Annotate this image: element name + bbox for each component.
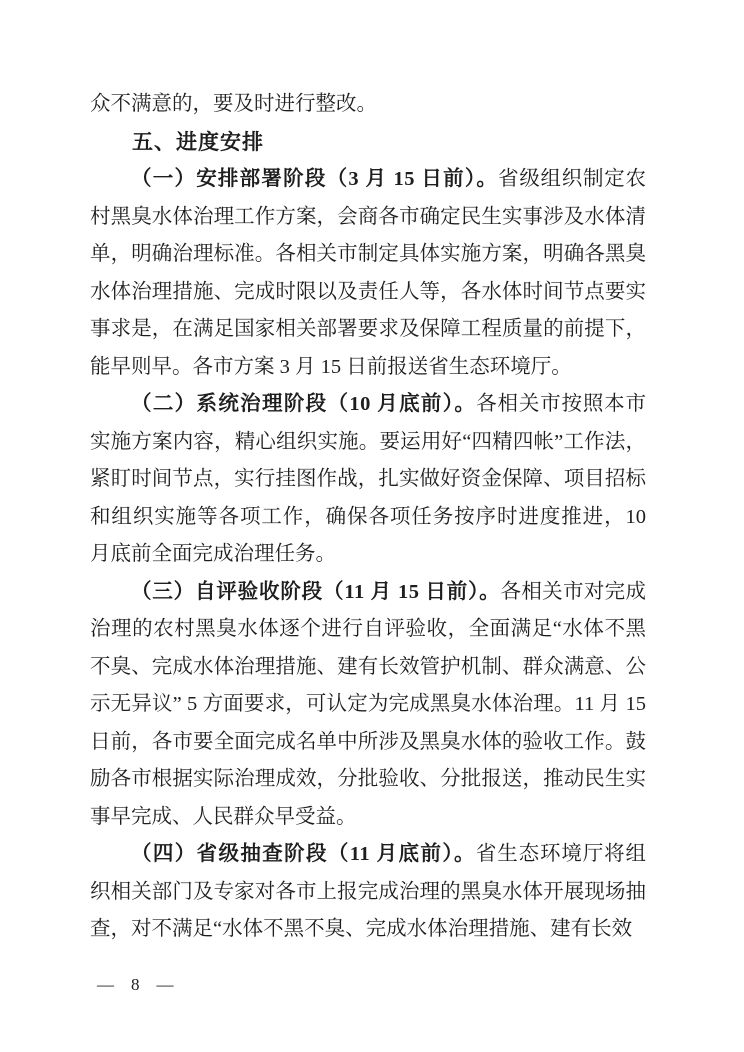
paragraph-stage-2-body: 各相关市按照本市实施方案内容，精心组织实施。要运用好“四精四帐”工作法，紧盯时间节点，实行挂图作战，扎实做好资金保障、项目招标和组织实施等各项工作，确保各项任务按序时进度推进，10 月底前全面完成治理任务。 bbox=[90, 393, 647, 565]
footer-right-dash: — bbox=[156, 975, 174, 994]
paragraph-stage-4 bbox=[90, 836, 646, 949]
paragraph-stage-2 bbox=[90, 386, 646, 574]
paragraph-stage-4-lead: （四）省级抽查阶段（11 月底前）。 bbox=[131, 843, 476, 865]
paragraph-stage-3 bbox=[90, 574, 646, 837]
paragraph-stage-3-lead: （三）自评验收阶段（11 月 15 日前）。 bbox=[131, 580, 501, 603]
page-number: 8 bbox=[131, 975, 140, 994]
page-footer bbox=[97, 972, 174, 998]
paragraph-stage-2-lead: （二）系统治理阶段（10 月底前）。 bbox=[131, 393, 477, 415]
document-body bbox=[90, 86, 646, 949]
footer-left-dash: — bbox=[97, 975, 114, 994]
paragraph-continuation: 众不满意的，要及时进行整改。 bbox=[90, 93, 377, 115]
paragraph-stage-1 bbox=[90, 161, 646, 386]
paragraph-stage-4-body: 省生态环境厅将组织相关部门及专家对各市上报完成治理的黑臭水体开展现场抽查，对不满足“水体不黑不臭、完成水体治理措施、建有长效 bbox=[90, 843, 647, 940]
paragraph-stage-1-body: 省级组织制定农村黑臭水体治理工作方案，会商各市确定民生实事涉及水体清单，明确治理标准。各相关市制定具体实施方案，明确各黑臭水体治理措施、完成时限以及责任人等，各水体时间节点要实事求是，在满足国家相关部署要求及保障工程质量的前提下，能早则早。各市方案 3 月 15 日前报送省生态环境厅。 bbox=[90, 168, 646, 378]
paragraph-stage-3-body: 各相关市对完成治理的农村黑臭水体逐个进行自评验收，全面满足“水体不黑不臭、完成水体治理措施、建有长效管护机制、群众满意、公示无异议” 5 方面要求，可认定为完成黑臭水体治理。11 月 15 日前，各市要全面完成名单中所涉及黑臭水体的验收工作。鼓励各市根据实际治理成效，分批验收、分批报送，推动民生实事早完成、人民群众早受益。 bbox=[90, 580, 646, 828]
section-heading: 五、进度安排 bbox=[132, 129, 264, 154]
paragraph-stage-1-lead: （一）安排部署阶段（3 月 15 日前）。 bbox=[131, 168, 499, 190]
